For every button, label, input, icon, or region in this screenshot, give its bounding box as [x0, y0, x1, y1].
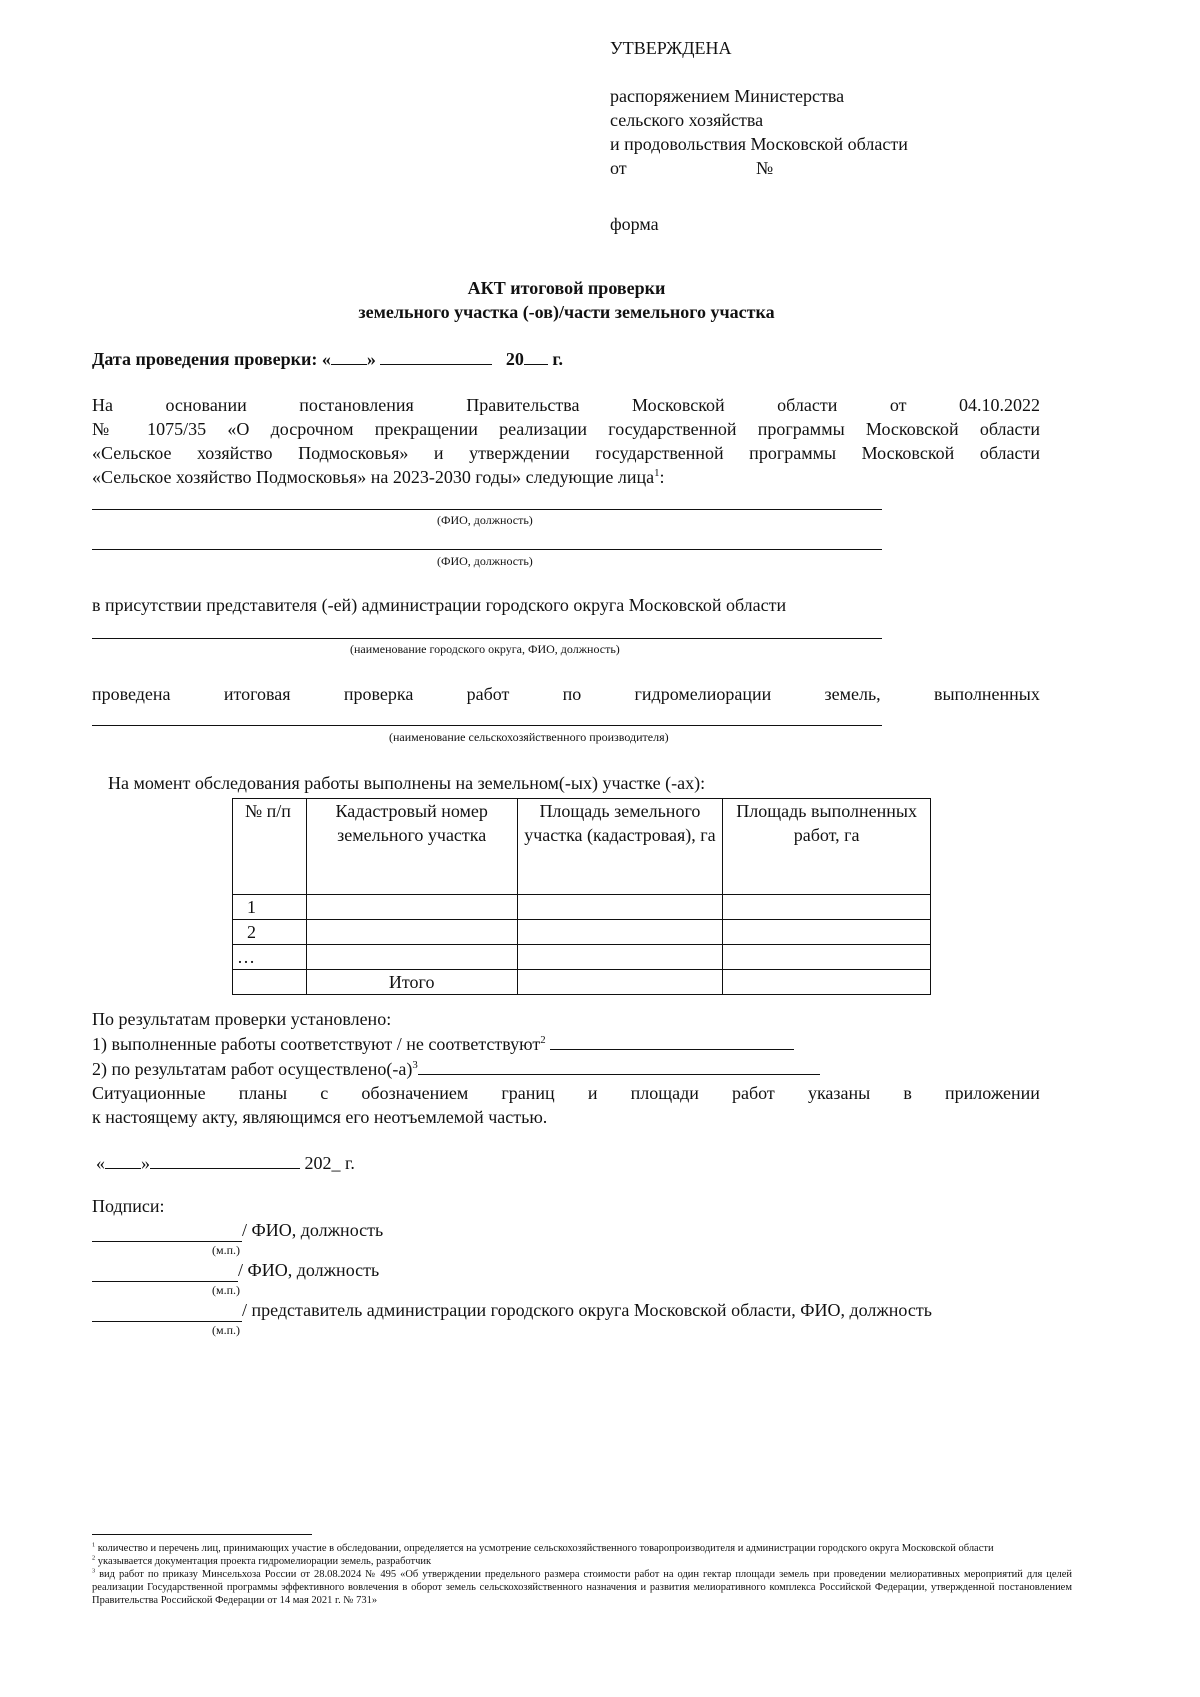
open-quote: «	[321, 349, 331, 369]
word: обозначением	[361, 1083, 469, 1103]
producer-caption: (наименование сельскохозяйственного производителя)	[389, 730, 669, 744]
results-item-2-text: 2) по результатам работ осуществлено(-а)	[92, 1059, 413, 1079]
cell-number: 2	[233, 920, 307, 945]
intro-line-4-text: «Сельское хозяйство Подмосковья» на 2023-2030 годы» следующие лица	[92, 467, 655, 487]
month-field[interactable]	[380, 346, 492, 365]
footnote-separator	[92, 1534, 312, 1535]
approved-line: распоряжением Министерства	[610, 86, 845, 106]
approval-block	[610, 36, 908, 180]
presence-text: в присутствии представителя (-ей) администрации городского округа Московской области	[92, 595, 787, 615]
signature-row	[92, 1218, 932, 1258]
cell-work-area[interactable]	[723, 945, 931, 970]
word: земель,	[824, 684, 881, 704]
day-field[interactable]	[331, 346, 367, 365]
signing-day-field[interactable]	[105, 1150, 141, 1169]
cell-plot-area-total[interactable]	[517, 970, 723, 995]
check-date-label: Дата проведения проверки:	[92, 349, 318, 369]
stamp-label: (м.п.)	[212, 1283, 241, 1297]
word: Правительства	[466, 395, 580, 415]
header-number: № п/п	[233, 799, 307, 895]
word: Ситуационные	[92, 1083, 206, 1103]
signature-row	[92, 1298, 932, 1338]
results-item-2	[92, 1056, 1040, 1081]
footnote-1	[92, 1542, 1072, 1555]
conducted-line	[92, 682, 1040, 706]
cell-cadastral[interactable]	[306, 895, 517, 920]
cell-cadastral[interactable]	[306, 920, 517, 945]
municipality-caption: (наименование городского округа, ФИО, должность)	[350, 642, 620, 656]
intro-paragraph	[92, 393, 1040, 489]
plots-table	[232, 798, 931, 995]
footnote-ref-1[interactable]: 1	[654, 467, 660, 479]
word: в	[903, 1083, 912, 1103]
work-performed-field[interactable]	[418, 1056, 820, 1075]
word: планы	[238, 1083, 288, 1103]
compliance-field[interactable]	[550, 1031, 794, 1050]
word: На	[92, 395, 113, 415]
stamp-label: (м.п.)	[212, 1323, 241, 1337]
footnotes	[92, 1542, 1072, 1607]
word: итоговая	[223, 684, 291, 704]
footnote-2	[92, 1555, 1072, 1568]
word: с	[320, 1083, 329, 1103]
intro-line-2: № 1075/35 «О досрочном прекращении реализации государственной программы Московской области	[92, 419, 1040, 439]
word: постановления	[299, 395, 414, 415]
plans-line-1	[92, 1081, 1040, 1105]
word: площади	[630, 1083, 699, 1103]
cell-plot-area[interactable]	[517, 920, 723, 945]
table-intro: На момент обследования работы выполнены на земельном(-ых) участке (-ах):	[108, 773, 706, 793]
document-title	[0, 276, 1133, 324]
cell-work-area[interactable]	[723, 895, 931, 920]
word: границ	[501, 1083, 555, 1103]
municipality-field[interactable]	[92, 638, 882, 639]
results-item-1-text: 1) выполненные работы соответствуют / не соответствуют	[92, 1034, 541, 1054]
cell-number: 1	[233, 895, 307, 920]
signature-row	[92, 1258, 932, 1298]
approved-heading: УТВЕРЖДЕНА	[610, 38, 732, 58]
header-plot-area: Площадь земельного участка (кадастровая), га	[517, 799, 723, 895]
signing-date-row	[96, 1150, 355, 1175]
form-label: форма	[610, 214, 659, 234]
title-line-1: АКТ итоговой проверки	[467, 278, 666, 298]
word: работ	[732, 1083, 775, 1103]
word: Московской	[632, 395, 725, 415]
cell-total-label: Итого	[306, 970, 517, 995]
intro-line-4	[92, 465, 1040, 489]
signatures-heading: Подписи:	[92, 1196, 165, 1216]
year-field[interactable]	[524, 346, 548, 365]
intro-line-1	[92, 393, 1040, 417]
signatures-section	[92, 1194, 932, 1338]
check-date-row	[92, 346, 563, 370]
from-label: от	[610, 158, 627, 178]
header-cadastral-number: Кадастровый номер земельного участка	[306, 799, 517, 895]
word: гидромелиорации	[634, 684, 772, 704]
signature-role: / ФИО, должность	[242, 1220, 384, 1240]
year-prefix: 20	[505, 349, 524, 369]
footnote-number: 1	[92, 1541, 96, 1549]
cell-number: …	[233, 945, 307, 970]
results-item-1	[92, 1031, 1040, 1056]
fio-field-2[interactable]	[92, 549, 882, 550]
cell-plot-area[interactable]	[517, 945, 723, 970]
stamp-label: (м.п.)	[212, 1243, 241, 1257]
producer-field[interactable]	[92, 725, 882, 726]
intro-line-3: «Сельское хозяйство Подмосковья» и утверждении государственной программы Московской области	[92, 443, 1040, 463]
table-row	[233, 920, 931, 945]
word: области	[777, 395, 838, 415]
footnote-ref-3[interactable]: 3	[412, 1059, 418, 1071]
title-line-2: земельного участка (-ов)/части земельного участка	[358, 302, 775, 322]
results-heading: По результатам проверки установлено:	[92, 1009, 392, 1029]
signature-role: / представитель администрации городского округа Московской области, ФИО, должность	[242, 1300, 932, 1320]
signing-year: 202_ г.	[304, 1153, 355, 1173]
close-quote: »	[141, 1153, 150, 1173]
word: приложении	[945, 1083, 1040, 1103]
footnote-text: количество и перечень лиц, принимающих участие в обследовании, определяется на усмотрение сельскохозяйственного товаропроизводителя и администрации городского округа Московской области	[97, 1543, 994, 1554]
footnote-text: указывается документация проекта гидромелиорации земель, разработчик	[97, 1556, 432, 1567]
footnote-ref-2[interactable]: 2	[540, 1034, 546, 1046]
header-work-area: Площадь выполненных работ, га	[723, 799, 931, 895]
signing-month-field[interactable]	[150, 1150, 300, 1169]
fio-field-1[interactable]	[92, 509, 882, 510]
word: проверка	[343, 684, 414, 704]
word: от	[889, 395, 907, 415]
fio-caption-2: (ФИО, должность)	[437, 554, 533, 568]
year-suffix: г.	[552, 349, 564, 369]
word: указаны	[807, 1083, 871, 1103]
close-quote: »	[366, 349, 376, 369]
approved-line: и продовольствия Московской области	[610, 134, 908, 154]
cell-plot-area[interactable]	[517, 895, 723, 920]
footnote-number: 3	[92, 1567, 96, 1575]
footnote-text: вид работ по приказу Минсельхоза России от 28.08.2024 № 495 «Об утверждении предельного размера стоимости работ на один гектар площади земель при проведении мелиоративных мероприятий для целей реализации Государственной программы эффективного вовлечения в оборот земель сельскохозяйственного назначения и развития мелиоративного комплекса Российской Федерации, утвержденной постановлением Правительства Российской Федерации от 14 мая 2021 г. № 731»	[92, 1569, 1073, 1606]
word: работ	[466, 684, 510, 704]
word: 04.10.2022	[958, 395, 1040, 415]
cell-cadastral[interactable]	[306, 945, 517, 970]
approved-line: сельского хозяйства	[610, 110, 764, 130]
word: проведена	[92, 684, 171, 704]
colon: :	[659, 467, 665, 487]
word: основании	[165, 395, 247, 415]
word: выполненных	[933, 684, 1040, 704]
table-row	[233, 895, 931, 920]
results-section	[92, 1007, 1040, 1129]
word: по	[562, 684, 582, 704]
table-row-total	[233, 970, 931, 995]
number-label: №	[756, 158, 774, 178]
cell-number	[233, 970, 307, 995]
signature-role: / ФИО, должность	[238, 1260, 380, 1280]
cell-work-area[interactable]	[723, 920, 931, 945]
cell-work-area-total[interactable]	[723, 970, 931, 995]
footnote-3	[92, 1568, 1072, 1607]
fio-caption-1: (ФИО, должность)	[437, 513, 533, 527]
footnote-number: 2	[92, 1554, 96, 1562]
word: и	[587, 1083, 598, 1103]
plans-line-2: к настоящему акту, являющимся его неотъемлемой частью.	[92, 1107, 548, 1127]
open-quote: «	[96, 1153, 105, 1173]
table-row	[233, 945, 931, 970]
